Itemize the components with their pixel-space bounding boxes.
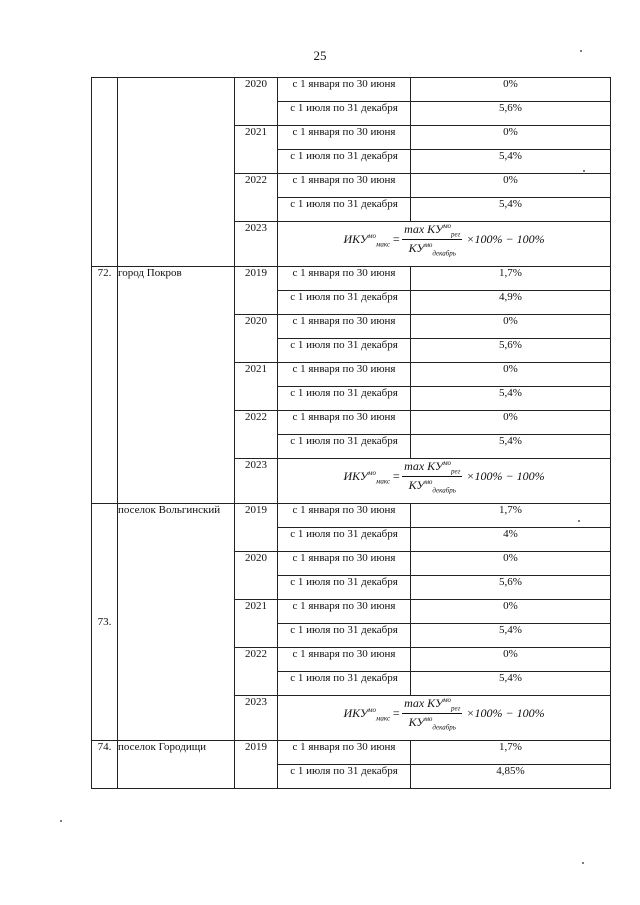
year-cell: 2021 [235,363,278,411]
scan-speck [580,50,582,52]
formula-den-sub: декабрь [432,486,456,495]
value-cell: 5,4% [411,435,611,459]
period-cell: с 1 июля по 31 декабря [278,387,411,411]
formula-lhs-sup: мо [368,231,376,240]
value-cell: 0% [411,648,611,672]
formula-num-sub: рег [451,467,461,476]
formula-num-main: max КУ [404,459,444,473]
period-cell: с 1 января по 30 июня [278,126,411,150]
row-number: 74. [92,741,118,789]
value-cell: 4% [411,528,611,552]
formula [343,459,544,495]
table-row [92,267,611,291]
formula-numerator [402,222,462,240]
value-cell: 5,6% [411,576,611,600]
year-cell: 2021 [235,126,278,174]
value-cell: 1,7% [411,267,611,291]
period-cell: с 1 января по 30 июня [278,267,411,291]
scan-speck [582,862,584,864]
formula [343,696,544,732]
period-cell: с 1 июля по 31 декабря [278,672,411,696]
formula-denominator [407,714,458,731]
period-cell: с 1 января по 30 июня [278,648,411,672]
value-cell: 5,6% [411,102,611,126]
period-cell: с 1 января по 30 июня [278,552,411,576]
value-cell: 0% [411,552,611,576]
formula-lhs-sub: макс [375,714,391,723]
locality-name: поселок Городищи [118,741,235,789]
formula-lhs-main: ИКУ [343,705,368,720]
value-cell: 0% [411,363,611,387]
formula-cell [278,222,611,267]
value-cell: 5,4% [411,624,611,648]
formula-fraction [402,222,462,258]
period-cell: с 1 июля по 31 декабря [278,102,411,126]
value-cell: 0% [411,174,611,198]
formula-tail: ×100% − 100% [466,469,545,484]
period-cell: с 1 июля по 31 декабря [278,150,411,174]
period-cell: с 1 июля по 31 декабря [278,339,411,363]
value-cell: 4,85% [411,765,611,789]
period-cell: с 1 января по 30 июня [278,741,411,765]
period-cell: с 1 июля по 31 декабря [278,765,411,789]
formula-numerator [402,696,462,714]
formula-num-sup: мо [443,696,452,704]
locality-name: поселок Вольгинский [118,504,235,741]
formula-lhs-sup: мо [368,705,376,714]
locality-name: город Покров [118,267,235,504]
formula-lhs [343,706,390,722]
value-cell: 0% [411,600,611,624]
year-cell: 2023 [235,459,278,504]
period-cell: с 1 января по 30 июня [278,411,411,435]
period-cell: с 1 января по 30 июня [278,600,411,624]
formula-denominator [407,240,458,257]
period-cell: с 1 июля по 31 декабря [278,291,411,315]
formula-equals: = [392,706,401,721]
value-cell: 1,7% [411,504,611,528]
period-cell: с 1 января по 30 июня [278,174,411,198]
formula-den-sub: декабрь [432,723,456,732]
formula-fraction [402,459,462,495]
value-cell: 0% [411,315,611,339]
formula-num-sup: мо [443,459,452,467]
formula-den-sup: мо [424,241,433,250]
period-cell: с 1 июля по 31 декабря [278,624,411,648]
formula-den-main: КУ [408,715,425,730]
period-cell: с 1 января по 30 июня [278,363,411,387]
period-cell: с 1 января по 30 июня [278,78,411,102]
value-cell: 0% [411,126,611,150]
value-cell: 5,4% [411,672,611,696]
page-number: 25 [313,48,327,63]
scan-speck [578,520,580,522]
formula-lhs-sub: макс [375,240,391,249]
value-cell: 5,4% [411,198,611,222]
formula-lhs-sub: макс [375,477,391,486]
row-number [92,78,118,267]
row-number: 73. [92,504,118,741]
formula-num-sub: рег [451,230,461,239]
value-cell: 0% [411,411,611,435]
value-cell: 0% [411,78,611,102]
value-cell: 5,4% [411,150,611,174]
year-cell: 2023 [235,222,278,267]
formula-lhs [343,469,390,485]
year-cell: 2019 [235,504,278,552]
formula-cell [278,459,611,504]
scan-speck [60,820,62,822]
formula-num-sub: рег [451,704,461,713]
tariff-table [91,77,611,789]
locality-name [118,78,235,267]
year-cell: 2022 [235,411,278,459]
formula-denominator [407,477,458,494]
formula-den-sub: декабрь [432,249,456,258]
year-cell: 2022 [235,174,278,222]
formula-numerator [402,459,462,477]
formula-lhs-main: ИКУ [343,468,368,483]
period-cell: с 1 июля по 31 декабря [278,435,411,459]
table-row [92,741,611,765]
formula-den-main: КУ [408,478,425,493]
formula-equals: = [392,469,401,484]
formula-tail: ×100% − 100% [466,232,545,247]
year-cell: 2019 [235,741,278,789]
period-cell: с 1 января по 30 июня [278,504,411,528]
year-cell: 2020 [235,552,278,600]
formula-num-main: max КУ [404,696,444,710]
formula [343,222,544,258]
scan-speck [583,170,585,172]
year-cell: 2023 [235,696,278,741]
year-cell: 2020 [235,78,278,126]
formula-lhs-sup: мо [368,468,376,477]
formula-equals: = [392,232,401,247]
row-number: 72. [92,267,118,504]
period-cell: с 1 июля по 31 декабря [278,576,411,600]
year-cell: 2021 [235,600,278,648]
value-cell: 5,4% [411,387,611,411]
year-cell: 2019 [235,267,278,315]
period-cell: с 1 июля по 31 декабря [278,528,411,552]
period-cell: с 1 января по 30 июня [278,315,411,339]
formula-lhs [343,232,390,248]
value-cell: 5,6% [411,339,611,363]
year-cell: 2020 [235,315,278,363]
formula-num-main: max КУ [404,222,444,236]
formula-den-main: КУ [408,241,425,256]
formula-num-sup: мо [443,222,452,230]
formula-den-sup: мо [424,478,433,487]
year-cell: 2022 [235,648,278,696]
period-cell: с 1 июля по 31 декабря [278,198,411,222]
formula-cell [278,696,611,741]
table-row [92,78,611,102]
table-row [92,504,611,528]
value-cell: 1,7% [411,741,611,765]
formula-tail: ×100% − 100% [466,706,545,721]
formula-lhs-main: ИКУ [343,231,368,246]
formula-den-sup: мо [424,715,433,724]
formula-fraction [402,696,462,732]
value-cell: 4,9% [411,291,611,315]
